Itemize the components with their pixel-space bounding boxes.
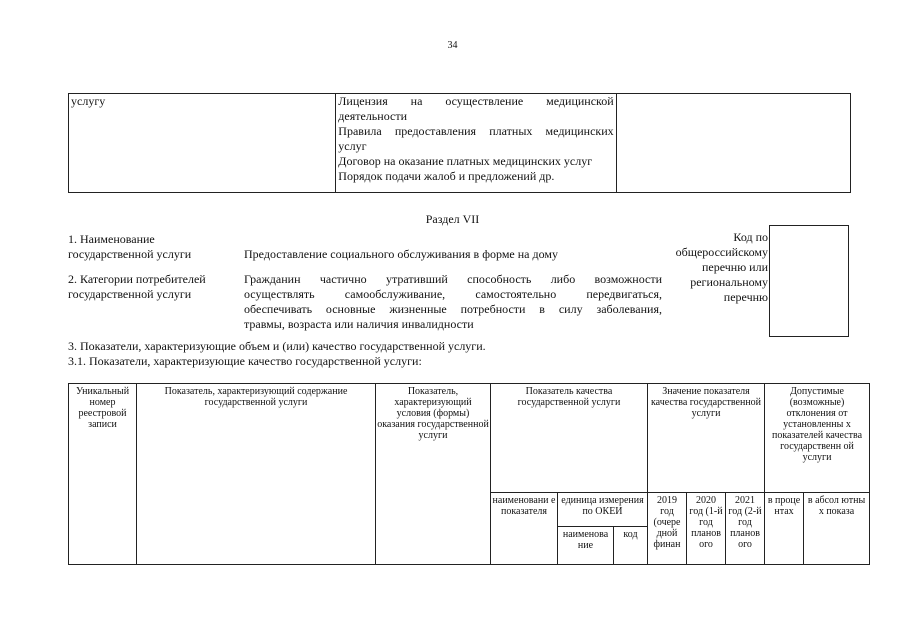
- header-unit-name: наименова ние: [558, 527, 614, 565]
- code-box: [769, 225, 849, 337]
- page-number: 34: [447, 40, 458, 51]
- header-unit-code: код: [614, 527, 648, 565]
- header-year-2020: 2020 год (1-й год планов ого: [687, 493, 726, 565]
- service-name-label-line-2: государственной услуги: [68, 247, 192, 261]
- consumers-value-line: Гражданин частично утративший способность либо возможности: [244, 272, 662, 286]
- top-table-cell-documents: [336, 94, 616, 193]
- consumers-value-line: осуществлять самообслуживание, самостоятельно передвигаться,: [244, 287, 662, 301]
- header-in-absolute: в абсол ютны х показа: [804, 493, 870, 565]
- header-indicator-value: Значение показателя качества государственной услуги: [648, 384, 765, 493]
- header-year-2021: 2021 год (2-й год планов ого: [726, 493, 765, 565]
- header-unit-okei: единица измерения по ОКЕИ: [558, 493, 648, 527]
- section-title: Раздел VII: [425, 212, 480, 226]
- service-name-label-line-1: 1. Наименование: [68, 232, 155, 246]
- quality-heading: 3.1. Показатели, характеризующие качество государственной услуги:: [68, 354, 422, 368]
- header-unique-number: Уникальный номер реестровой записи: [69, 384, 137, 565]
- consumers-value-line: травмы, возраста или наличия инвалидности: [244, 317, 474, 331]
- consumers-label-line-2: государственной услуги: [68, 287, 192, 301]
- header-indicator-name: наименовани е показателя: [491, 493, 558, 565]
- quality-indicators-table: [68, 383, 870, 565]
- top-table-cell-empty: [616, 94, 850, 193]
- consumers-label: [68, 272, 238, 302]
- header-conditions-indicator: Показатель, характеризующий условия (формы) оказания государственной услуги: [376, 384, 491, 565]
- document-line: Лицензия на осуществление медицинской деятельности: [338, 94, 614, 123]
- top-table: [68, 93, 851, 193]
- consumers-value-line: обеспечивать основные жизненные потребности в силу заболевания,: [244, 302, 662, 316]
- header-content-indicator: Показатель, характеризующий содержание государственной услуги: [137, 384, 376, 565]
- document-line: Договор на оказание платных медицинских услуг: [338, 154, 593, 168]
- header-quality-indicator: Показатель качества государственной услуги: [491, 384, 648, 493]
- consumers-value: [244, 272, 662, 332]
- service-name-value: Предоставление социального обслуживания в форме на дому: [244, 247, 558, 261]
- document-line: Правила предоставления платных медицинских услуг: [338, 124, 614, 153]
- header-in-percent: в проце нтах: [765, 493, 804, 565]
- consumers-label-line-1: 2. Категории потребителей: [68, 272, 206, 286]
- header-year-2019: 2019 год (очере дной финан: [648, 493, 687, 565]
- indicators-heading: 3. Показатели, характеризующие объем и (или) качество государственной услуги.: [68, 339, 486, 353]
- service-name-label: [68, 232, 238, 262]
- top-table-cell-service: услугу: [69, 94, 336, 193]
- code-label: Код по общероссийскому перечню или региональному перечню: [675, 230, 768, 304]
- header-allowed-deviation: Допустимые (возможные) отклонения от установленны х показателей качества государственн ой услуги: [765, 384, 870, 493]
- document-line: Порядок подачи жалоб и предложений др.: [338, 169, 555, 183]
